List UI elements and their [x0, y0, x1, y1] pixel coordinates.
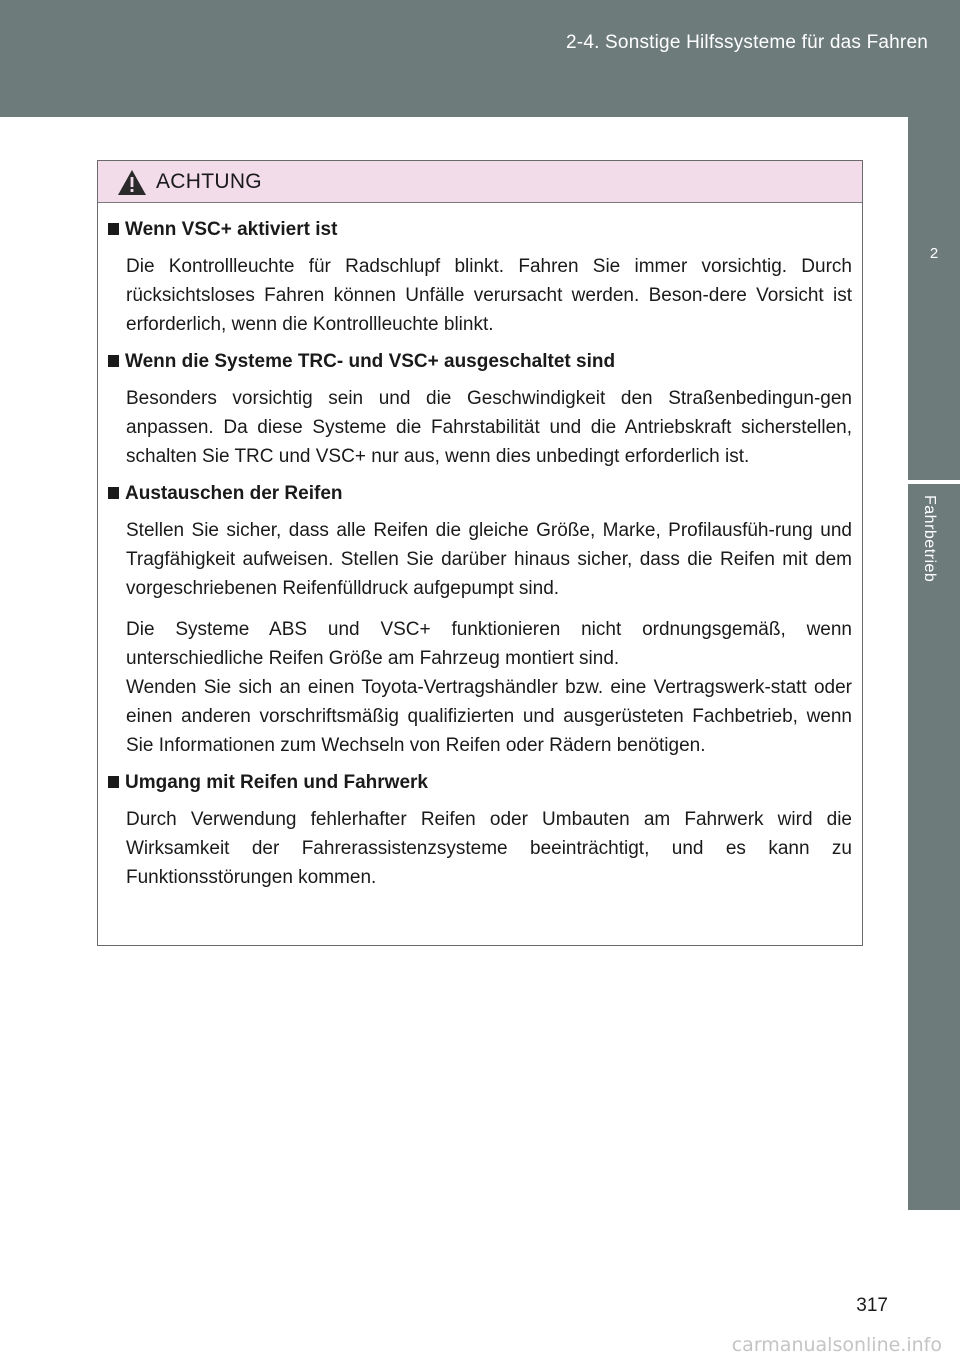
page-header	[0, 0, 960, 117]
body-paragraph: Durch Verwendung fehlerhafter Reifen oder Umbauten am Fahrwerk wird die Wirksamkeit der Fahrerassistenzsysteme beeinträchtigt, und es kann zu Funktionsstörungen kommen.	[126, 809, 852, 888]
watermark: carmanualsonline.info	[731, 1334, 942, 1356]
square-bullet-icon	[108, 776, 119, 788]
warning-box	[97, 160, 863, 946]
section-heading: 2-4. Sonstige Hilfssysteme für das Fahren	[566, 32, 928, 53]
section-title	[108, 351, 852, 373]
chapter-name: Fahrbetrieb	[921, 495, 938, 583]
body-paragraph: Die Systeme ABS und VSC+ funktionieren nicht ordnungsgemäß, wenn unterschiedliche Reifen Größe am Fahrzeug montiert sind.	[126, 619, 852, 669]
section-title-text: Umgang mit Reifen und Fahrwerk	[125, 772, 428, 793]
square-bullet-icon	[108, 355, 119, 367]
warning-header	[98, 161, 862, 203]
chapter-side-tab	[908, 117, 960, 1210]
square-bullet-icon	[108, 223, 119, 235]
body-paragraph: Stellen Sie sicher, dass alle Reifen die gleiche Größe, Marke, Profilausfüh-rung und Tragfähigkeit aufweisen. Stellen Sie darüber hinaus sicher, dass die Reifen mit dem vorgeschriebenen Reifenfülldruck aufgepumpt sind.	[126, 520, 852, 599]
page-number: 317	[856, 1295, 888, 1316]
section-title	[108, 772, 852, 794]
warning-label: ACHTUNG	[156, 170, 262, 193]
section-title	[108, 219, 852, 241]
body-paragraph: Wenden Sie sich an einen Toyota-Vertragshändler bzw. eine Vertragswerk-statt oder einen anderen vorschriftsmäßig qualifizierten und ausgerüsteten Fachbetrieb, wenn Sie Informationen zum Wechseln von Reifen oder Rädern benötigen.	[126, 677, 852, 756]
chapter-number: 2	[929, 245, 939, 262]
body-paragraph: Besonders vorsichtig sein und die Geschwindigkeit den Straßenbedingun-gen anpassen. Da diese Systeme die Fahrstabilität und die Antriebskraft sicherstellen, schalten Sie TRC und VSC+ nur aus, wenn dies unbedingt erforderlich ist.	[126, 388, 852, 467]
section-title-text: Wenn die Systeme TRC- und VSC+ ausgeschaltet sind	[125, 351, 616, 372]
section-title-text: Austauschen der Reifen	[125, 483, 343, 504]
warning-triangle-icon	[117, 169, 147, 196]
chapter-tab-divider	[908, 480, 960, 484]
warning-body	[98, 203, 862, 892]
square-bullet-icon	[108, 487, 119, 499]
body-paragraph: Die Kontrollleuchte für Radschlupf blinkt. Fahren Sie immer vorsichtig. Durch rücksichtsloses Fahren können Unfälle verursacht werden. Beson-dere Vorsicht ist erforderlich, wenn die Kontrollleuchte blinkt.	[126, 256, 852, 335]
section-title-text: Wenn VSC+ aktiviert ist	[125, 219, 338, 240]
section-title	[108, 483, 852, 505]
